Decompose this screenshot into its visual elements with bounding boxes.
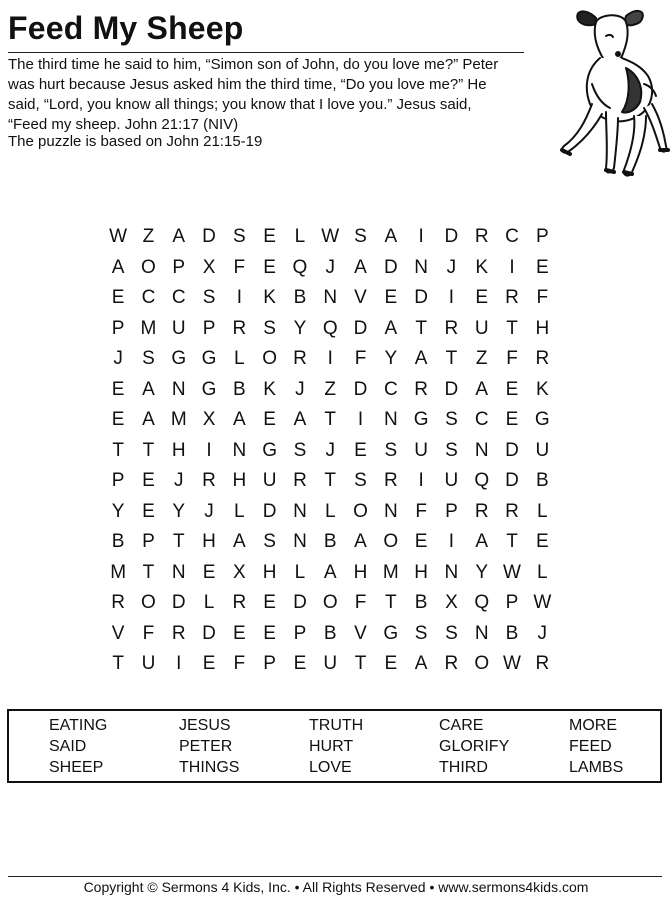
grid-letter: U: [535, 439, 550, 461]
grid-letter: C: [383, 378, 398, 400]
grid-letter: Z: [142, 226, 155, 247]
grid-letter: F: [354, 348, 367, 369]
grid-letter: A: [111, 256, 125, 278]
grid-letter: C: [171, 287, 186, 308]
grid-letter: K: [263, 378, 276, 400]
grid-letter: L: [294, 561, 306, 583]
grid-letter: O: [322, 592, 338, 613]
grid-letter: D: [171, 592, 186, 613]
grid-letter: T: [445, 348, 458, 369]
grid-letter: W: [109, 226, 128, 247]
page-title: Feed My Sheep: [8, 10, 244, 46]
grid-letter: S: [445, 622, 458, 644]
grid-letter: L: [234, 500, 245, 522]
grid-letter: E: [475, 287, 489, 308]
grid-letter: N: [474, 439, 489, 461]
grid-letter: R: [505, 500, 519, 522]
grid-letter: R: [293, 470, 307, 491]
grid-letter: K: [535, 378, 549, 400]
word-list-item: CARE: [439, 717, 484, 734]
grid-letter: W: [533, 592, 552, 613]
grid-letter: F: [415, 500, 427, 522]
grid-letter: E: [111, 378, 125, 400]
grid-letter: J: [295, 378, 305, 400]
grid-letter: N: [293, 500, 307, 522]
grid-letter: E: [384, 653, 398, 674]
grid-letter: U: [141, 653, 156, 674]
grid-letter: F: [142, 622, 155, 644]
grid-letter: E: [293, 653, 307, 674]
grid-letter: M: [110, 561, 127, 583]
grid-letter: R: [444, 317, 459, 339]
grid-letter: I: [509, 256, 515, 278]
grid-letter: D: [444, 226, 459, 247]
grid-letter: R: [232, 592, 247, 613]
title-divider: [8, 52, 524, 53]
grid-letter: R: [383, 470, 398, 491]
grid-letter: D: [353, 317, 368, 339]
grid-letter: E: [414, 531, 428, 552]
grid-letter: A: [323, 561, 337, 583]
grid-letter: I: [448, 287, 455, 308]
grid-letter: E: [263, 622, 276, 644]
grid-letter: P: [445, 500, 458, 522]
grid-letter: E: [263, 256, 276, 278]
grid-letter: W: [321, 226, 340, 247]
grid-letter: S: [445, 409, 458, 430]
grid-letter: I: [418, 226, 424, 247]
grid-letter: L: [537, 561, 548, 583]
grid-letter: T: [354, 653, 367, 674]
grid-letter: I: [327, 348, 333, 369]
grid-letter: G: [201, 378, 217, 400]
grid-letter: H: [414, 561, 428, 583]
grid-letter: E: [535, 256, 549, 278]
grid-letter: U: [323, 653, 338, 674]
grid-letter: E: [202, 653, 216, 674]
word-list-item: SHEEP: [49, 759, 104, 776]
grid-letter: E: [263, 226, 276, 247]
grid-letter: A: [414, 653, 428, 674]
grid-letter: T: [112, 439, 124, 461]
grid-letter: U: [444, 470, 459, 491]
copyright-footer: Copyright © Sermons 4 Kids, Inc. • All Rights Reserved • www.sermons4kids.com: [83, 879, 589, 895]
word-list-box: [7, 709, 662, 783]
grid-letter: K: [475, 256, 489, 278]
grid-letter: M: [170, 409, 187, 430]
grid-letter: X: [202, 256, 216, 278]
grid-letter: Y: [475, 561, 489, 583]
grid-letter: E: [384, 287, 398, 308]
grid-letter: S: [263, 531, 276, 552]
grid-letter: B: [323, 531, 337, 552]
grid-letter: L: [537, 500, 548, 522]
grid-letter: B: [535, 470, 549, 491]
grid-letter: R: [535, 348, 550, 369]
grid-letter: D: [444, 378, 459, 400]
word-list-item: SAID: [49, 738, 87, 755]
grid-letter: O: [353, 500, 368, 522]
verse-line: “Feed my sheep. John 21:17 (NIV): [8, 116, 239, 133]
grid-letter: Q: [292, 256, 308, 278]
grid-letter: F: [354, 592, 367, 613]
grid-letter: E: [263, 409, 276, 430]
grid-letter: X: [202, 409, 216, 430]
grid-letter: T: [506, 317, 518, 339]
grid-letter: Q: [322, 317, 338, 339]
grid-letter: B: [111, 531, 125, 552]
grid-letter: U: [474, 317, 489, 339]
grid-letter: I: [418, 470, 424, 491]
grid-letter: G: [171, 348, 187, 369]
grid-letter: I: [357, 409, 364, 430]
grid-letter: B: [293, 287, 307, 308]
word-list-column: [49, 715, 107, 778]
grid-letter: F: [233, 256, 246, 278]
word-list-item: TRUTH: [309, 717, 364, 734]
grid-letter: R: [444, 653, 459, 674]
grid-letter: J: [446, 256, 457, 278]
grid-letter: E: [142, 500, 155, 522]
grid-letter: A: [142, 378, 155, 400]
grid-letter: Y: [384, 348, 398, 369]
grid-letter: I: [236, 287, 242, 308]
grid-letter: S: [232, 226, 246, 247]
grid-letter: T: [324, 409, 337, 430]
grid-letter: D: [383, 256, 398, 278]
grid-letter: J: [325, 256, 335, 278]
grid-letter: E: [232, 622, 246, 644]
grid-letter: Q: [474, 592, 490, 613]
grid-letter: S: [414, 622, 428, 644]
grid-letter: F: [536, 287, 549, 308]
grid-letter: T: [415, 317, 427, 339]
word-list-item: PETER: [179, 738, 233, 755]
word-list-column: [569, 715, 623, 778]
grid-letter: R: [202, 470, 216, 491]
grid-letter: S: [384, 439, 398, 461]
grid-letter: P: [142, 531, 155, 552]
grid-letter: R: [474, 500, 489, 522]
grid-letter: E: [505, 378, 519, 400]
grid-letter: B: [232, 378, 246, 400]
grid-letter: P: [111, 470, 125, 491]
word-list-item: THINGS: [179, 759, 240, 776]
grid-letter: T: [385, 592, 397, 613]
grid-letter: U: [414, 439, 428, 461]
word-list-item: GLORIFY: [439, 738, 510, 755]
grid-letter: G: [201, 348, 217, 369]
grid-letter: Q: [474, 470, 490, 491]
grid-letter: H: [202, 531, 216, 552]
grid-letter: A: [475, 531, 489, 552]
grid-letter: D: [505, 439, 519, 461]
grid-letter: H: [353, 561, 368, 583]
grid-letter: R: [535, 653, 550, 674]
word-list-item: HURT: [309, 738, 354, 755]
grid-letter: A: [293, 409, 307, 430]
word-list-column: [179, 715, 239, 778]
grid-letter: I: [176, 653, 182, 674]
grid-letter: R: [414, 378, 428, 400]
grid-letter: L: [324, 500, 336, 522]
grid-letter: X: [232, 561, 246, 583]
grid-letter: U: [262, 470, 277, 491]
grid-letter: X: [445, 592, 458, 613]
grid-letter: O: [474, 653, 490, 674]
grid-letter: A: [384, 226, 398, 247]
grid-letter: H: [171, 439, 186, 461]
grid-letter: I: [206, 439, 212, 461]
grid-letter: V: [354, 622, 367, 644]
grid-letter: Y: [172, 500, 186, 522]
grid-letter: G: [383, 622, 399, 644]
grid-letter: J: [325, 439, 335, 461]
grid-letter: Y: [111, 500, 125, 522]
grid-letter: F: [233, 653, 246, 674]
grid-letter: J: [204, 500, 214, 522]
grid-letter: H: [262, 561, 277, 583]
grid-letter: N: [232, 439, 247, 461]
grid-letter: P: [263, 653, 276, 674]
grid-letter: J: [173, 470, 184, 491]
grid-letter: A: [354, 256, 367, 278]
word-list-column: [439, 715, 509, 778]
grid-letter: E: [202, 561, 216, 583]
grid-letter: V: [111, 622, 125, 644]
grid-letter: L: [203, 592, 215, 613]
grid-letter: G: [413, 409, 429, 430]
grid-letter: E: [111, 287, 125, 308]
grid-letter: T: [506, 531, 518, 552]
grid-letter: N: [323, 287, 338, 308]
grid-letter: Z: [324, 378, 337, 400]
grid-letter: A: [475, 378, 489, 400]
grid-letter: A: [232, 409, 246, 430]
lamb-illustration: [526, 4, 670, 190]
grid-letter: A: [232, 531, 246, 552]
grid-letter: H: [535, 317, 550, 339]
grid-letter: F: [506, 348, 518, 369]
grid-letter: B: [505, 622, 519, 644]
grid-letter: S: [354, 226, 367, 247]
grid-letter: K: [263, 287, 276, 308]
grid-letter: T: [112, 653, 124, 674]
grid-letter: B: [323, 622, 337, 644]
grid-letter: N: [293, 531, 307, 552]
grid-letter: P: [535, 226, 549, 247]
grid-letter: L: [234, 348, 245, 369]
grid-letter: T: [142, 439, 155, 461]
grid-letter: W: [503, 561, 521, 583]
puzzle-basis: The puzzle is based on John 21:15-19: [8, 133, 263, 150]
grid-letter: P: [111, 317, 125, 339]
grid-letter: T: [172, 531, 185, 552]
grid-letter: N: [171, 378, 186, 400]
grid-letter: R: [293, 348, 307, 369]
grid-letter: C: [141, 287, 156, 308]
verse-line: said, “Lord, you know all things; you know that I love you.” Jesus said,: [8, 96, 472, 113]
grid-letter: Y: [293, 317, 307, 339]
grid-letter: U: [171, 317, 186, 339]
grid-letter: S: [263, 317, 276, 339]
grid-letter: Z: [475, 348, 488, 369]
grid-letter: A: [354, 531, 367, 552]
grid-letter: N: [474, 622, 489, 644]
grid-letter: O: [141, 256, 156, 278]
grid-letter: N: [383, 409, 398, 430]
verse-text: [8, 55, 528, 135]
grid-letter: E: [354, 439, 367, 461]
grid-letter: G: [534, 409, 550, 430]
grid-letter: A: [172, 226, 186, 247]
grid-letter: H: [232, 470, 247, 491]
grid-letter: C: [474, 409, 489, 430]
grid-letter: A: [414, 348, 428, 369]
grid-letter: M: [382, 561, 399, 583]
grid-letter: O: [262, 348, 278, 369]
grid-letter: B: [414, 592, 428, 613]
grid-letter: S: [202, 287, 216, 308]
grid-letter: D: [202, 622, 216, 644]
word-list-item: THIRD: [439, 759, 488, 776]
grid-letter: E: [142, 470, 155, 491]
grid-letter: R: [505, 287, 519, 308]
grid-letter: P: [172, 256, 186, 278]
grid-letter: N: [414, 256, 428, 278]
grid-letter: P: [202, 317, 216, 339]
grid-letter: A: [384, 317, 398, 339]
verse-line: was hurt because Jesus asked him the third time, “Do you love me?” He: [8, 76, 487, 93]
grid-letter: D: [505, 470, 519, 491]
word-list-column: [309, 715, 363, 778]
word-list-item: MORE: [569, 717, 617, 734]
grid-letter: G: [262, 439, 278, 461]
word-list-item: EATING: [49, 717, 108, 734]
grid-letter: W: [503, 653, 521, 674]
grid-letter: S: [354, 470, 367, 491]
grid-letter: O: [383, 531, 399, 552]
grid-letter: E: [505, 409, 519, 430]
grid-letter: O: [141, 592, 156, 613]
grid-letter: D: [353, 378, 368, 400]
grid-letter: R: [232, 317, 247, 339]
grid-letter: T: [142, 561, 155, 583]
grid-letter: D: [202, 226, 216, 247]
grid-letter: P: [293, 622, 307, 644]
grid-letter: D: [293, 592, 307, 613]
grid-letter: S: [445, 439, 458, 461]
footer-divider: [8, 876, 662, 877]
grid-letter: E: [111, 409, 125, 430]
grid-letter: S: [142, 348, 155, 369]
grid-letter: N: [444, 561, 459, 583]
grid-letter: I: [448, 531, 455, 552]
word-list-item: FEED: [569, 738, 612, 755]
grid-letter: D: [262, 500, 277, 522]
grid-letter: N: [171, 561, 186, 583]
grid-letter: E: [535, 531, 549, 552]
grid-letter: E: [263, 592, 276, 613]
grid-letter: N: [383, 500, 398, 522]
grid-letter: J: [113, 348, 123, 369]
grid-letter: P: [505, 592, 519, 613]
grid-letter: M: [140, 317, 157, 339]
grid-letter: S: [293, 439, 307, 461]
grid-letter: J: [537, 622, 548, 644]
grid-letter: C: [505, 226, 519, 247]
word-search-grid: [103, 222, 557, 680]
grid-letter: R: [111, 592, 126, 613]
word-list-item: JESUS: [179, 717, 231, 734]
grid-letter: A: [142, 409, 155, 430]
word-list-item: LOVE: [309, 759, 352, 776]
verse-line: The third time he said to him, “Simon son of John, do you love me?” Peter: [8, 56, 499, 73]
grid-letter: L: [294, 226, 306, 247]
grid-letter: V: [354, 287, 367, 308]
grid-letter: R: [171, 622, 186, 644]
word-list-item: LAMBS: [569, 759, 624, 776]
grid-letter: T: [324, 470, 337, 491]
grid-letter: R: [474, 226, 489, 247]
grid-letter: D: [414, 287, 428, 308]
